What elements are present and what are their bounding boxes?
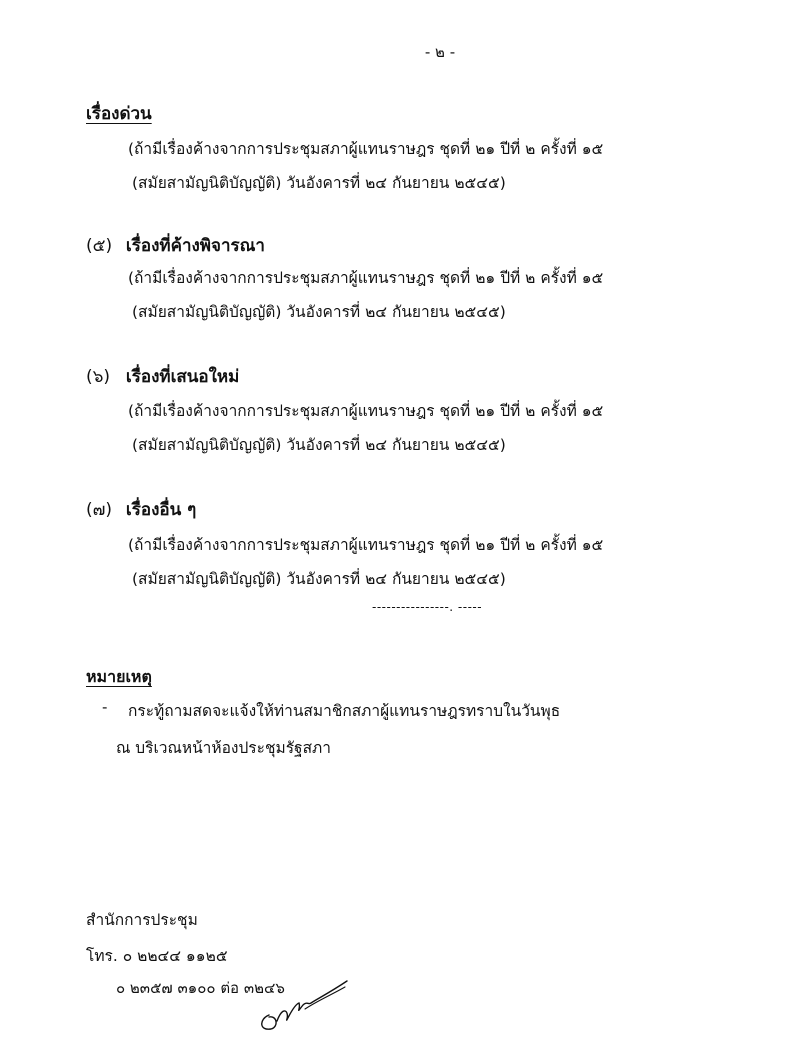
section-5-heading — [86, 232, 265, 259]
section-7-line-2: (สมัยสามัญนิติบัญญัติ) วันอังคารที่ ๒๔ กันยายน ๒๕๔๕) — [132, 570, 506, 588]
urgent-line-2: (สมัยสามัญนิติบัญญัติ) วันอังคารที่ ๒๔ กันยายน ๒๕๔๕) — [132, 174, 506, 192]
phone-number-1: โทร. ๐ ๒๒๔๔ ๑๑๒๕ — [86, 947, 228, 965]
office-name: สำนักการประชุม — [86, 911, 198, 929]
note-heading: หมายเหตุ — [86, 667, 152, 686]
section-7-number: (๗) — [86, 500, 113, 520]
separator-line: ----------------. ----- — [372, 600, 483, 614]
section-6-heading — [86, 363, 239, 390]
section-7-heading — [86, 496, 196, 523]
phone-number-2: ๐ ๒๓๕๗ ๓๑๐๐ ต่อ ๓๒๔๖ — [116, 979, 285, 997]
urgent-heading: เรื่องด่วน — [86, 104, 152, 124]
section-6-line-1: (ถ้ามีเรื่องค้างจากการประชุมสภาผู้แทนราษฎร ชุดที่ ๒๑ ปีที่ ๒ ครั้งที่ ๑๕ — [128, 402, 604, 420]
section-5-number: (๕) — [86, 236, 113, 256]
section-7-title: เรื่องอื่น ๆ — [125, 500, 197, 520]
note-line-1: กระทู้ถามสดจะแจ้งให้ท่านสมาชิกสภาผู้แทนราษฎรทราบในวันพุธ — [128, 702, 561, 720]
note-bullet: - — [102, 698, 108, 716]
note-line-2: ณ บริเวณหน้าห้องประชุมรัฐสภา — [116, 739, 331, 757]
section-5-line-1: (ถ้ามีเรื่องค้างจากการประชุมสภาผู้แทนราษฎร ชุดที่ ๒๑ ปีที่ ๒ ครั้งที่ ๑๕ — [128, 269, 604, 287]
urgent-line-1: (ถ้ามีเรื่องค้างจากการประชุมสภาผู้แทนราษฎร ชุดที่ ๒๑ ปีที่ ๒ ครั้งที่ ๑๕ — [128, 140, 604, 158]
page-number: - ๒ - — [424, 43, 456, 61]
section-6-line-2: (สมัยสามัญนิติบัญญัติ) วันอังคารที่ ๒๔ กันยายน ๒๕๔๕) — [132, 436, 506, 454]
section-6-number: (๖) — [86, 367, 111, 387]
handwritten-signature — [255, 975, 355, 1035]
section-5-title: เรื่องที่ค้างพิจารณา — [125, 236, 265, 256]
section-6-title: เรื่องที่เสนอใหม่ — [125, 367, 240, 387]
section-7-line-1: (ถ้ามีเรื่องค้างจากการประชุมสภาผู้แทนราษฎร ชุดที่ ๒๑ ปีที่ ๒ ครั้งที่ ๑๕ — [128, 536, 604, 554]
section-5-line-2: (สมัยสามัญนิติบัญญัติ) วันอังคารที่ ๒๔ กันยายน ๒๕๔๕) — [132, 303, 506, 321]
